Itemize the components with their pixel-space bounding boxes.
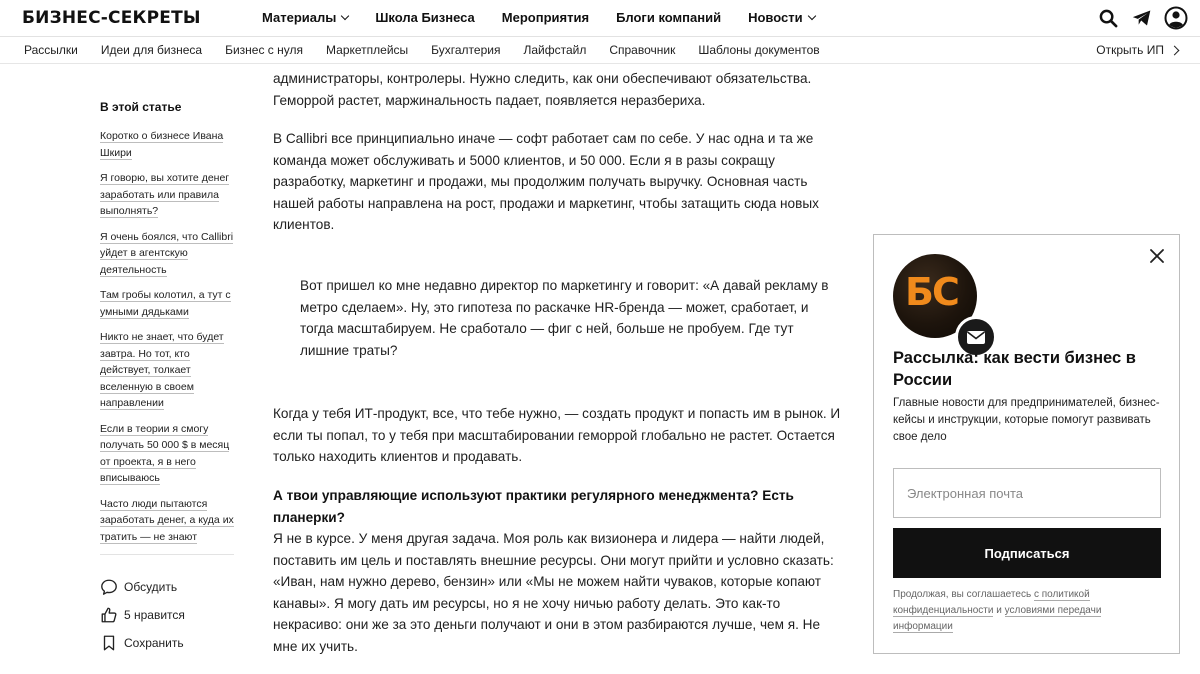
toc-divider <box>100 554 234 555</box>
category-mailings[interactable]: Рассылки <box>24 43 78 57</box>
legal-text: Продолжая, вы соглашаетесь <box>893 589 1034 600</box>
category-marketplaces[interactable]: Маркетплейсы <box>326 43 409 57</box>
bookmark-icon <box>100 634 118 652</box>
nav-company-blogs[interactable] <box>616 10 721 25</box>
article-paragraph: Я не в курсе. У меня другая задача. Моя роль как визионера и лидера — найти людей, поставить им цель и поставлять внешние ресурсы. Они могут прийти и условно сказать: «Иван, нам нужно дерево, бензин» или «Мы не можем найти чуваков, которые копают канавы». Я могу дать им ресурсы, но я не хочу ничью работу делать. Это как-то некрасиво: они же за это деньги получают и они в этом разбираются лучше, чем я. Не мне их учить. <box>273 531 834 654</box>
nav-events[interactable] <box>502 10 589 25</box>
telegram-icon[interactable] <box>1130 6 1154 30</box>
likes-count: 5 нравится <box>124 608 185 622</box>
legal-notice <box>893 587 1153 635</box>
legal-text: и <box>993 605 1005 616</box>
chevron-down-icon <box>341 12 349 20</box>
save-label: Сохранить <box>124 636 184 650</box>
toc-item-label: Если в теории я смогу получать 50 000 $ в месяц от проекта, я в него вписываюсь <box>100 422 230 484</box>
toc-item[interactable] <box>100 229 238 279</box>
nav-school[interactable] <box>375 10 474 25</box>
article-actions <box>100 577 185 661</box>
toc-item-label: Никто не знает, что будет завтра. Но тот, кто действует, толкает вселенную в своем направлении <box>100 331 224 409</box>
toc-item-label: Там гробы колотил, а тут с умными дядьками <box>100 289 231 318</box>
newsletter-badge <box>893 254 977 338</box>
toc-item-label: Коротко о бизнесе Ивана Шкири <box>100 130 224 159</box>
interview-question: А твои управляющие используют практики регулярного менеджмента? Есть планерки? <box>273 488 794 525</box>
site-logo[interactable]: БИЗНЕС-СЕКРЕТЫ <box>22 8 201 28</box>
chevron-down-icon <box>807 12 815 20</box>
toc-item[interactable] <box>100 496 238 546</box>
toc-item[interactable] <box>100 128 238 161</box>
toc-item-label: Я говорю, вы хотите денег заработать или правила выполнять? <box>100 172 230 217</box>
nav-label: Мероприятия <box>501 10 590 25</box>
comment-icon <box>100 578 118 596</box>
category-accounting[interactable]: Бухгалтерия <box>431 43 501 57</box>
toc-item[interactable] <box>100 329 238 412</box>
category-reference[interactable]: Справочник <box>609 43 676 57</box>
discuss-label: Обсудить <box>124 580 178 594</box>
table-of-contents <box>100 100 238 555</box>
search-icon[interactable] <box>1096 6 1120 30</box>
email-field[interactable] <box>893 468 1161 518</box>
newsletter-popup <box>873 234 1180 654</box>
toc-item-label: Часто люди пытаются заработать денег, а куда их тратить — не знают <box>100 497 234 543</box>
toc-title: В этой статье <box>100 100 182 114</box>
close-icon <box>1147 246 1167 266</box>
article-paragraph: Когда у тебя ИТ-продукт, все, что тебе нужно, — создать продукт и попасть им в рынок. И если ты попал, то у тебя при масштабировании геморрой глобально не растет. Остается только находить клиентов и продавать. <box>273 406 841 464</box>
subscribe-button[interactable]: Подписаться <box>893 528 1161 578</box>
nav-label: Блоги компаний <box>616 10 722 25</box>
brand-logo-text: БС <box>905 270 958 314</box>
top-header <box>0 0 1200 37</box>
user-icon[interactable] <box>1164 6 1188 30</box>
popup-title: Рассылка: как вести бизнес в России <box>893 349 1136 389</box>
category-business-ideas[interactable]: Идеи для бизнеса <box>100 43 203 57</box>
toc-item[interactable] <box>100 421 238 487</box>
article-quote: Вот пришел ко мне недавно директор по маркетингу и говорит: «А давай рекламу в метро сделаем». Ну, это гипотеза по раскачке HR-бренда — может, сработает, и тогда масштабируем. Не сработало — фиг с ней, больше не пробуем. Где тут лишние траты? <box>300 278 829 358</box>
data-transfer-terms-link[interactable]: условиями передачи информации <box>893 605 1102 632</box>
nav-news[interactable] <box>748 10 815 25</box>
save-button[interactable] <box>100 633 185 653</box>
arrow-right-icon <box>1170 45 1180 55</box>
article-paragraph: администраторы, контролеры. Нужно следить, как они обеспечивают обязательства. Геморрой растет, маржинальность падает, появляется неразбериха. <box>273 71 812 108</box>
category-business-from-scratch[interactable]: Бизнес с нуля <box>225 43 304 57</box>
open-ip-label: Открыть ИП <box>1096 43 1164 57</box>
category-list <box>24 43 843 57</box>
privacy-policy-link[interactable]: с политикой конфиденциальности <box>893 589 1090 616</box>
nav-label: Новости <box>748 10 803 25</box>
open-ip-link[interactable] <box>1096 43 1178 57</box>
article-paragraph: В Callibri все принципиально иначе — софт работает сам по себе. У нас одна и та же команда может обслуживать и 5000 клиентов, и 50 000. Если я в разы сокращу разработку, маркетинг и продажи, мы продолжим получать выручку. Основная часть нашей работы направлена на рост, продажи и маркетинг, чтобы затащить сюда новых клиентов. <box>273 131 819 232</box>
main-nav <box>262 10 842 25</box>
like-button[interactable] <box>100 605 185 625</box>
category-bar <box>0 38 1200 64</box>
category-doc-templates[interactable]: Шаблоны документов <box>698 43 820 57</box>
popup-description: Главные новости для предпринимателей, бизнес-кейсы и инструкции, которые помогут развивать свое дело <box>893 397 1160 443</box>
toc-item[interactable] <box>100 287 238 320</box>
thumbs-up-icon <box>100 606 118 624</box>
close-button[interactable] <box>1147 246 1167 266</box>
nav-label: Школа Бизнеса <box>375 10 475 25</box>
toc-item[interactable] <box>100 170 238 220</box>
toc-item-label: Я очень боялся, что Callibri уйдет в агентскую деятельность <box>100 230 234 276</box>
nav-materialy[interactable] <box>262 10 348 25</box>
category-lifestyle[interactable]: Лайфстайл <box>523 43 587 57</box>
nav-label: Материалы <box>262 10 337 25</box>
header-icons <box>1096 6 1188 30</box>
discuss-button[interactable] <box>100 577 185 597</box>
